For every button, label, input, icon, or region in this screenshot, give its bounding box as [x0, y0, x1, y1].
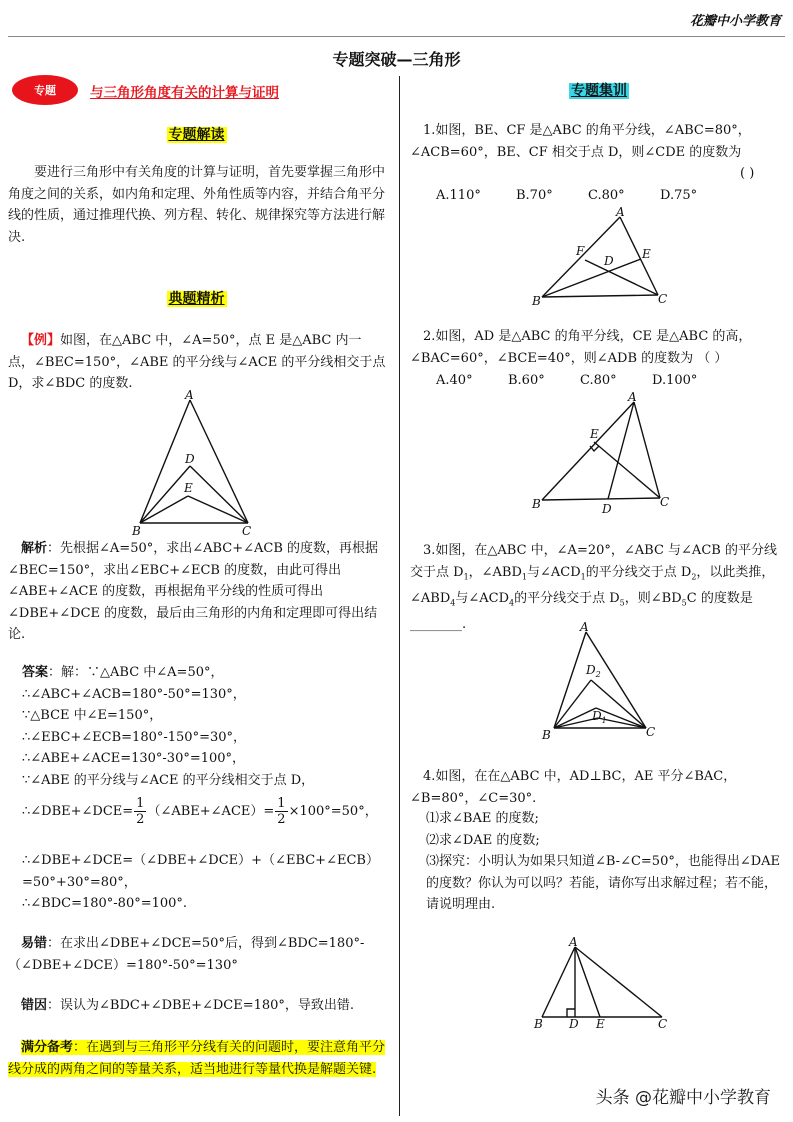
question-2-options: A.40° B.60° C.80° D.100° [436, 373, 698, 388]
topic-badge: 专题 [12, 75, 78, 105]
topic-subtitle: 与三角形角度有关的计算与证明 [90, 85, 279, 101]
watermark: 头条 @花瓣中小学教育 [595, 1088, 771, 1108]
svg-text:E: E [184, 481, 193, 495]
fig-side-ab [140, 400, 190, 523]
fig-ec [188, 496, 248, 523]
fig-side-ac [190, 400, 248, 523]
example-figure [128, 388, 258, 540]
svg-text:B: B [532, 294, 541, 308]
svg-text:F: F [576, 244, 585, 258]
fig-be [140, 496, 188, 523]
svg-text:D: D [569, 1017, 579, 1031]
svg-text:C: C [660, 495, 670, 509]
question-2-figure [524, 390, 684, 518]
svg-text:E: E [642, 247, 651, 261]
svg-text:A: A [185, 388, 194, 402]
section-heading-intro: 专题解读 [168, 127, 225, 143]
exam-tip: 满分备考：在遇到与三角形平分线有关的问题时，要注意角平分线分成的两角之间的等量关系，适当地进行等量代换是解题关键. [8, 1040, 386, 1077]
svg-text:A: A [569, 935, 578, 949]
section-heading-examples: 典题精析 [168, 291, 225, 307]
intro-paragraph: 要进行三角形中有关角度的计算与证明，首先要掌握三角形中角度之间的关系，如内角和定理、外角性质等内容，并结合角平分线的性质，通过推理代换、列方程、转化、规律探究等方法进行解决. [8, 165, 386, 245]
question-3: 3.如图，在△ABC 中，∠A=20°，∠ABC 与∠ACB 的平分线交于点 $D_1$，$\angle ABD_1$与$\angle ACD_1$的平分线交于点 $D_2$，以此类推，$\angle ABD_4$与$\angle ACD_4$的平分线交于点 $D_5$，则$\angle BD_5C$ 的度数是________. [410, 543, 777, 632]
svg-text:C: C [242, 524, 252, 538]
question-1-figure [528, 205, 678, 310]
svg-text:C: C [658, 1017, 668, 1031]
svg-text:A: A [580, 620, 589, 634]
section-heading-practice: 专题集训 [571, 83, 627, 99]
question-1-paren: ( ) [740, 166, 755, 181]
header-brand: 花瓣中小学教育 [689, 14, 781, 29]
question-1: 1.如图，BE、CF 是△ABC 的角平分线，∠ABC=80°，∠ACB=60°，BE、CF 相交于点 D，则∠CDE 的度数为 [410, 123, 751, 160]
svg-text:A: A [628, 390, 637, 404]
svg-text:E: E [590, 427, 599, 441]
header-divider [8, 36, 785, 37]
svg-text:D2: $D_2$ [586, 663, 601, 679]
question-3-figure [536, 620, 666, 745]
svg-text:B: B [132, 524, 141, 538]
example-problem: 【例】如图，在△ABC 中，∠A=50°，点 E 是△ABC 内一点，∠BEC=150°，∠ABE 的平分线与∠ACE 的平分线相交于点 D，求∠BDC 的度数. [8, 333, 386, 391]
question-4-parts: ⑴求∠BAE 的度数; ⑵求∠DAE 的度数; ⑶探究：小明认为如果只知道∠B-∠C=50°，也能得出∠DAE 的度数？你认为可以吗？若能，请你写出求解过程；若不能，请说明理由. [426, 811, 781, 912]
fig-bd [140, 466, 190, 523]
svg-text:A: A [616, 205, 625, 219]
answer-block: 答案：解：∵△ABC 中∠A=50°， ∴∠ABC+∠ACB=180°-50°=130°， ∵△BCE 中∠E=150°， ∴∠EBC+∠ECB=180°-150°=30°， ∴∠ABE+∠ACE=130°-30°=100°， ∵∠ABE 的平分线与∠ACE 的平分线相交于点 D， [22, 665, 315, 788]
svg-text:D1: $D_1$ [592, 709, 607, 725]
svg-text:C: C [658, 292, 668, 306]
svg-text:C: C [646, 725, 656, 739]
svg-text:D: D [602, 502, 612, 516]
svg-text:B: B [534, 1017, 543, 1031]
common-mistake: 易错：在求出∠DBE+∠DCE=50°后，得到∠BDC=180°-（∠DBE+∠DCE）=180°-50°=130° [8, 936, 365, 973]
svg-text:B: B [532, 497, 541, 511]
svg-text:D: D [185, 452, 195, 466]
question-4: 4.如图，在在△ABC 中，AD⊥BC，AE 平分∠BAC，∠B=80°，∠C=30°. [410, 769, 737, 806]
mistake-cause: 错因：误认为∠BDC+∠DBE+∠DCE=180°，导致出错. [21, 998, 355, 1013]
question-2: 2.如图，AD 是△ABC 的角平分线，CE 是△ABC 的高，∠BAC=60°，∠BCE=40°，则∠ADB 的度数为 （ ） [410, 329, 752, 366]
answer-equation: ∴∠DBE+∠DCE= $\frac{1}{2}$ （∠ABE+∠ACE）= $\frac{1}{2}$ ×100°=50°， [22, 796, 378, 827]
column-divider [399, 76, 400, 1116]
svg-text:E: E [596, 1017, 605, 1031]
question-1-options: A.110° B.70° C.80° D.75° [436, 188, 698, 203]
svg-text:D: D [604, 254, 614, 268]
fig-dc [190, 466, 248, 523]
answer-block-2: ∴∠DBE+∠DCE=（∠DBE+∠DCE）+（∠EBC+∠ECB） =50°+30°=80°， ∴∠BDC=180°-80°=100°. [22, 853, 379, 911]
page-title: 专题突破—三角形 [332, 50, 461, 69]
svg-text:B: B [542, 728, 551, 742]
analysis-paragraph: 解析：先根据∠A=50°，求出∠ABC+∠ACB 的度数，再根据∠BEC=150°，求出∠EBC+∠ECB 的度数，由此可得出∠ABE+∠ACE 的度数，再根据角平分线的性质可得出∠DBE+∠DCE 的度数，最后由三角形的内角和定理即可得出结论. [8, 541, 379, 642]
question-4-figure [530, 935, 680, 1035]
